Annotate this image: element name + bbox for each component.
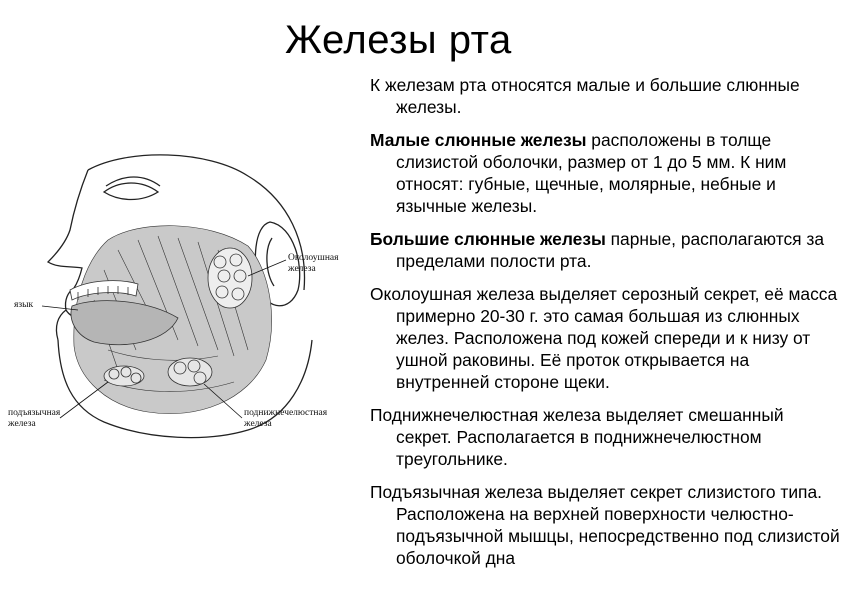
paragraph-text: Подъязычная железа выделяет секрет слизистого типа. Расположена на верхней поверхности челюстно-подъязычной мышцы, непосредственно под слизистой оболочкой дна [370, 482, 840, 568]
paragraph-intro [370, 74, 840, 118]
paragraph-text: Околоушная железа выделяет серозный секрет, её масса примерно 20-30 г. это самая большая из слюнных желез. Расположена под кожей спереди и к низу от ушной раковины. Её проток открывается на внутренней стороне щеки. [370, 284, 838, 392]
anatomy-illustration [8, 150, 358, 450]
paragraph-minor-glands [370, 129, 840, 217]
paragraph-text: расположены в толще слизистой оболочки, размер от 1 до 5 мм. К ним относят: губные, щечные, молярные, небные и язычные железы. [396, 130, 787, 216]
paragraph-sublingual [370, 481, 840, 569]
paragraph-text: парные, располагаются за пределами полости рта. [396, 229, 825, 271]
paragraph-bold: Большие слюнные железы [370, 229, 606, 249]
slide-title: Железы рта [285, 18, 512, 62]
text-column [370, 74, 840, 580]
label-tongue: язык [14, 300, 34, 310]
label-parotid-gland: Околоушная железа [288, 253, 339, 274]
paragraph-parotid [370, 283, 840, 393]
head-salivary-glands-drawing [8, 150, 358, 450]
paragraph-submandibular [370, 404, 840, 470]
label-submandibular-gland: поднижнечелюстная железа [244, 408, 328, 429]
paragraph-text: Поднижнечелюстная железа выделяет смешанный секрет. Располагается в поднижнечелюстном треугольнике. [370, 405, 784, 469]
label-sublingual-gland: подъязычная железа [8, 408, 61, 429]
paragraph-major-glands [370, 228, 840, 272]
paragraph-text: К железам рта относятся малые и большие слюнные железы. [370, 75, 800, 117]
parotid-gland [208, 248, 252, 308]
paragraph-bold: Малые слюнные железы [370, 130, 587, 150]
